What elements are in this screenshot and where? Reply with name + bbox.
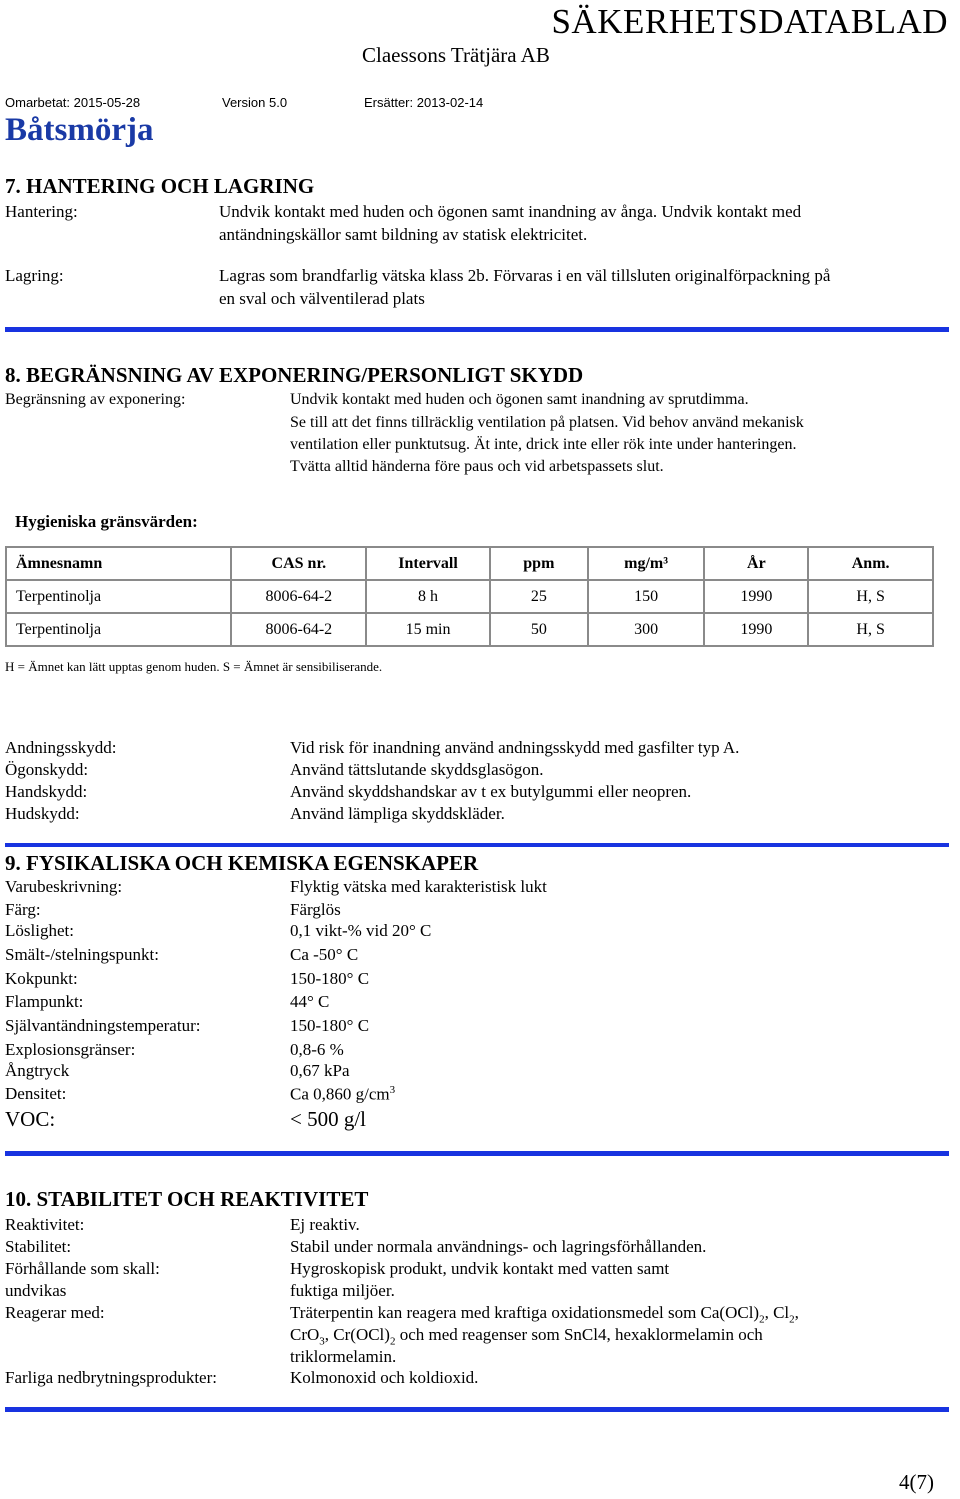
avoid-conditions-value: fuktiga miljöer. <box>290 1281 395 1300</box>
property-label: Löslighet: <box>5 921 74 940</box>
table-header-row <box>6 547 933 580</box>
protection-label: Hudskydd: <box>5 804 80 823</box>
property-value: Flyktig vätska med karakteristisk lukt <box>290 877 547 896</box>
section-divider <box>5 1407 949 1412</box>
table-cell: 8 h <box>366 580 490 613</box>
reacts-text: , <box>794 1303 799 1322</box>
table-cell: Terpentinolja <box>6 613 231 646</box>
density-exponent: 3 <box>389 1084 396 1096</box>
density-number: Ca 0,860 g/cm <box>290 1084 390 1104</box>
product-name: Båtsmörja <box>5 112 154 148</box>
table-footnote: H = Ämnet kan lätt upptas genom huden. S = Ämnet är sensibiliserande. <box>5 659 383 674</box>
reacts-text: , Cl <box>764 1303 790 1322</box>
subscript: 2 <box>389 1335 396 1348</box>
section-9-title: 9. FYSIKALISKA OCH KEMISKA EGENSKAPER <box>5 851 479 875</box>
table-header-cell: Ämnesnamn <box>6 547 231 580</box>
table-cell: 50 <box>490 613 588 646</box>
exposure-limit-line: Undvik kontakt med huden och ögonen samt inandning av sprutdimma. <box>290 391 749 408</box>
density-label: Densitet: <box>5 1084 67 1103</box>
exposure-limit-line: Se till att det finns tillräcklig ventilation på platsen. Vid behov använd mekanisk <box>290 414 804 431</box>
subscript: 2 <box>759 1313 765 1326</box>
section-8-title: 8. BEGRÄNSNING AV EXPONERING/PERSONLIGT SKYDD <box>5 363 584 387</box>
handling-text-line2: antändningskällor samt bildning av statisk elektricitet. <box>219 225 588 244</box>
stability-label: Stabilitet: <box>5 1237 72 1256</box>
storage-text-line2: en sval och välventilerad plats <box>219 289 425 308</box>
property-label: Smält-/stelningspunkt: <box>5 945 159 964</box>
table-cell: 25 <box>490 580 588 613</box>
protection-label: Andningsskydd: <box>5 738 117 757</box>
table-header-cell: Intervall <box>366 547 490 580</box>
table-header-cell: mg/m³ <box>588 547 705 580</box>
reacts-with-label: Reagerar med: <box>5 1303 105 1322</box>
property-value: 150-180° C <box>290 969 370 988</box>
table-cell: 1990 <box>704 613 808 646</box>
property-label: Självantändningstemperatur: <box>5 1016 201 1035</box>
reacts-with-line1 <box>290 1303 799 1325</box>
protection-value: Använd tättslutande skyddsglasögon. <box>290 760 544 779</box>
table-cell: 300 <box>588 613 705 646</box>
protection-value: Använd skyddshandskar av t ex butylgummi eller neopren. <box>290 782 692 801</box>
section-divider <box>5 1151 949 1156</box>
protection-label: Ögonskydd: <box>5 760 89 779</box>
reactivity-label: Reaktivitet: <box>5 1215 85 1234</box>
avoid-conditions-label: undvikas <box>5 1281 67 1300</box>
avoid-conditions-label: Förhållande som skall: <box>5 1259 160 1278</box>
property-label: Ångtryck <box>5 1061 70 1080</box>
section-10-title: 10. STABILITET OCH REAKTIVITET <box>5 1187 369 1211</box>
property-label: Flampunkt: <box>5 992 84 1011</box>
property-value: 150-180° C <box>290 1016 370 1035</box>
table-cell: 8006-64-2 <box>231 613 366 646</box>
property-label: Varubeskrivning: <box>5 877 123 896</box>
reacts-text: och med reagenser som SnCl4, hexaklormelamin och <box>395 1325 763 1344</box>
reacts-text: , Cr(OCl) <box>324 1325 390 1344</box>
reacts-text: CrO <box>290 1325 320 1344</box>
table-cell: 150 <box>588 580 705 613</box>
voc-label: VOC: <box>5 1107 56 1131</box>
hygiene-limits-title: Hygieniska gränsvärden: <box>15 512 198 531</box>
property-value: 0,8-6 % <box>290 1040 344 1059</box>
property-value: 44° C <box>290 992 330 1011</box>
table-cell: 1990 <box>704 580 808 613</box>
decomposition-label: Farliga nedbrytningsprodukter: <box>5 1368 217 1387</box>
table-cell: 15 min <box>366 613 490 646</box>
reacts-with-line3: triklormelamin. <box>290 1347 397 1366</box>
document-title: SÄKERHETSDATABLAD <box>551 2 948 41</box>
property-value: 0,1 vikt-% vid 20° C <box>290 921 432 940</box>
table-header-cell: ppm <box>490 547 588 580</box>
storage-label: Lagring: <box>5 266 64 285</box>
stability-value: Stabil under normala användnings- och lagringsförhållanden. <box>290 1237 707 1256</box>
subscript: 2 <box>789 1313 795 1326</box>
table-row <box>6 580 933 613</box>
company-name: Claessons Trätjära AB <box>362 43 550 67</box>
exposure-limit-line: ventilation eller punktutsug. Ät inte, drick inte eller rök inte under hanteringen. <box>290 436 797 453</box>
avoid-conditions-value: Hygroskopisk produkt, undvik kontakt med vatten samt <box>290 1259 670 1278</box>
version-label: Version 5.0 <box>222 95 288 110</box>
voc-value: < 500 g/l <box>290 1107 367 1131</box>
replaces-date: Ersätter: 2013-02-14 <box>364 95 484 110</box>
storage-text-line1: Lagras som brandfarlig vätska klass 2b. Förvaras i en väl tillsluten originalförpackning på <box>219 266 831 285</box>
reacts-text: Träterpentin kan reagera med kraftiga oxidationsmedel som Ca(OCl) <box>290 1303 760 1322</box>
exposure-limit-label: Begränsning av exponering: <box>5 391 186 408</box>
table-header-cell: CAS nr. <box>231 547 366 580</box>
table-cell: Terpentinolja <box>6 580 231 613</box>
handling-text-line1: Undvik kontakt med huden och ögonen samt inandning av ånga. Undvik kontakt med <box>219 202 802 221</box>
property-value: Färglös <box>290 900 341 919</box>
handling-label: Hantering: <box>5 202 78 221</box>
property-value: 0,67 kPa <box>290 1061 350 1080</box>
subscript: 3 <box>319 1335 325 1348</box>
exposure-limit-line: Tvätta alltid händerna före paus och vid arbetspassets slut. <box>290 458 664 475</box>
revised-date: Omarbetat: 2015-05-28 <box>5 95 141 110</box>
reacts-with-line2 <box>290 1325 763 1347</box>
page-number: 4(7) <box>899 1470 934 1494</box>
section-7-title: 7. HANTERING OCH LAGRING <box>5 174 315 198</box>
table-cell: H, S <box>808 580 933 613</box>
protection-value: Använd lämpliga skyddskläder. <box>290 804 505 823</box>
decomposition-value: Kolmonoxid och koldioxid. <box>290 1368 479 1387</box>
table-header-cell: Anm. <box>808 547 933 580</box>
protection-label: Handskydd: <box>5 782 88 801</box>
table-cell: H, S <box>808 613 933 646</box>
section-divider <box>5 327 949 332</box>
property-label: Explosionsgränser: <box>5 1040 136 1059</box>
table-cell: 8006-64-2 <box>231 580 366 613</box>
table-row <box>6 613 933 646</box>
property-value: Ca -50° C <box>290 945 359 964</box>
property-label: Kokpunkt: <box>5 969 78 988</box>
protection-value: Vid risk för inandning använd andningsskydd med gasfilter typ A. <box>290 738 740 757</box>
density-value <box>290 1084 395 1105</box>
property-label: Färg: <box>5 900 41 919</box>
reactivity-value: Ej reaktiv. <box>290 1215 360 1234</box>
hygiene-limits-table <box>5 546 934 647</box>
table-header-cell: År <box>704 547 808 580</box>
section-divider <box>5 843 949 847</box>
